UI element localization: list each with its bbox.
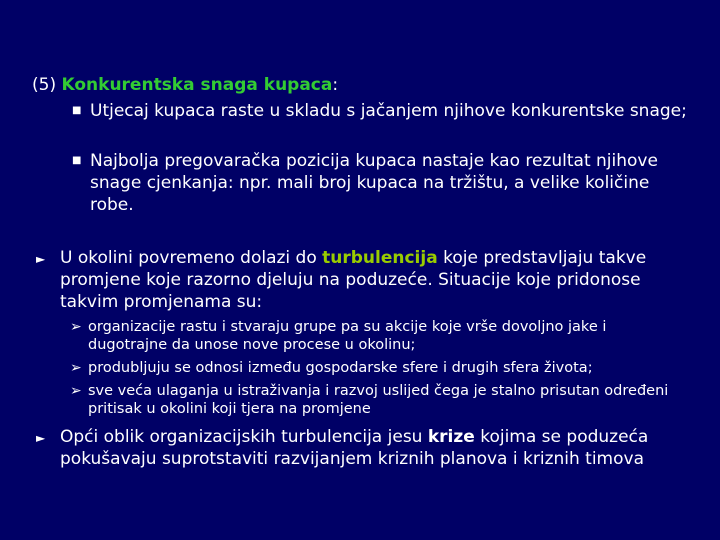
heading-highlight: Konkurentska snaga kupaca	[61, 75, 333, 95]
point-text-before: Opći oblik organizacijskih turbulencija jesu	[60, 427, 428, 447]
arrow-bullet-icon: ➢	[70, 383, 82, 399]
sub-list-item	[70, 318, 680, 354]
point-text-after: koje predstavljaju takve promjene koje razorno djeluju na poduzeće. Situacije koje pridonose takvim promjenama su:	[60, 248, 647, 312]
list-item-text: Utjecaj kupaca raste u skladu s jačanjem njihove konkurentske snage;	[90, 101, 687, 121]
point-highlight: turbulencija	[322, 248, 438, 268]
point-text-after: kojima se poduzeća pokušavaju suprotstaviti razvijanjem kriznih planova i kriznih timova	[60, 427, 649, 469]
list-item	[72, 100, 692, 122]
square-bullet-icon: ■	[72, 105, 82, 116]
main-point-text	[60, 426, 686, 470]
arrow-bullet-icon: ➢	[70, 319, 82, 335]
section-heading	[32, 74, 338, 96]
square-bullet-icon: ■	[72, 155, 82, 166]
main-point	[36, 426, 686, 470]
sub-list-item-text: sve veća ulaganja u istraživanja i razvoj uslijed čega je stalno prisutan određeni pritisak u okolini koji tjera na promjene	[88, 383, 669, 417]
point-text-before: U okolini povremeno dolazi do	[60, 248, 323, 268]
main-point-text	[60, 247, 686, 313]
sub-list-item-text: organizacije rastu i stvaraju grupe pa su akcije koje vrše dovoljno jake i dugotrajne da unose nove procese u okolinu;	[88, 319, 607, 353]
sub-list-item-text: produbljuju se odnosi između gospodarske sfere i drugih sfera života;	[88, 360, 593, 376]
sub-list-item	[70, 382, 680, 418]
arrow-bullet-icon: ➢	[70, 360, 82, 376]
main-point	[36, 247, 686, 313]
list-item	[72, 150, 692, 216]
heading-suffix: :	[332, 75, 339, 95]
sub-list-item	[70, 359, 680, 377]
triangle-bullet-icon: ►	[36, 431, 46, 445]
heading-prefix: (5)	[32, 75, 62, 95]
point-highlight: krize	[427, 427, 475, 447]
triangle-bullet-icon: ►	[36, 252, 46, 266]
list-item-text: Najbolja pregovaračka pozicija kupaca nastaje kao rezultat njihove snage cjenkanja: npr. mali broj kupaca na tržištu, a velike količine robe.	[90, 151, 658, 215]
